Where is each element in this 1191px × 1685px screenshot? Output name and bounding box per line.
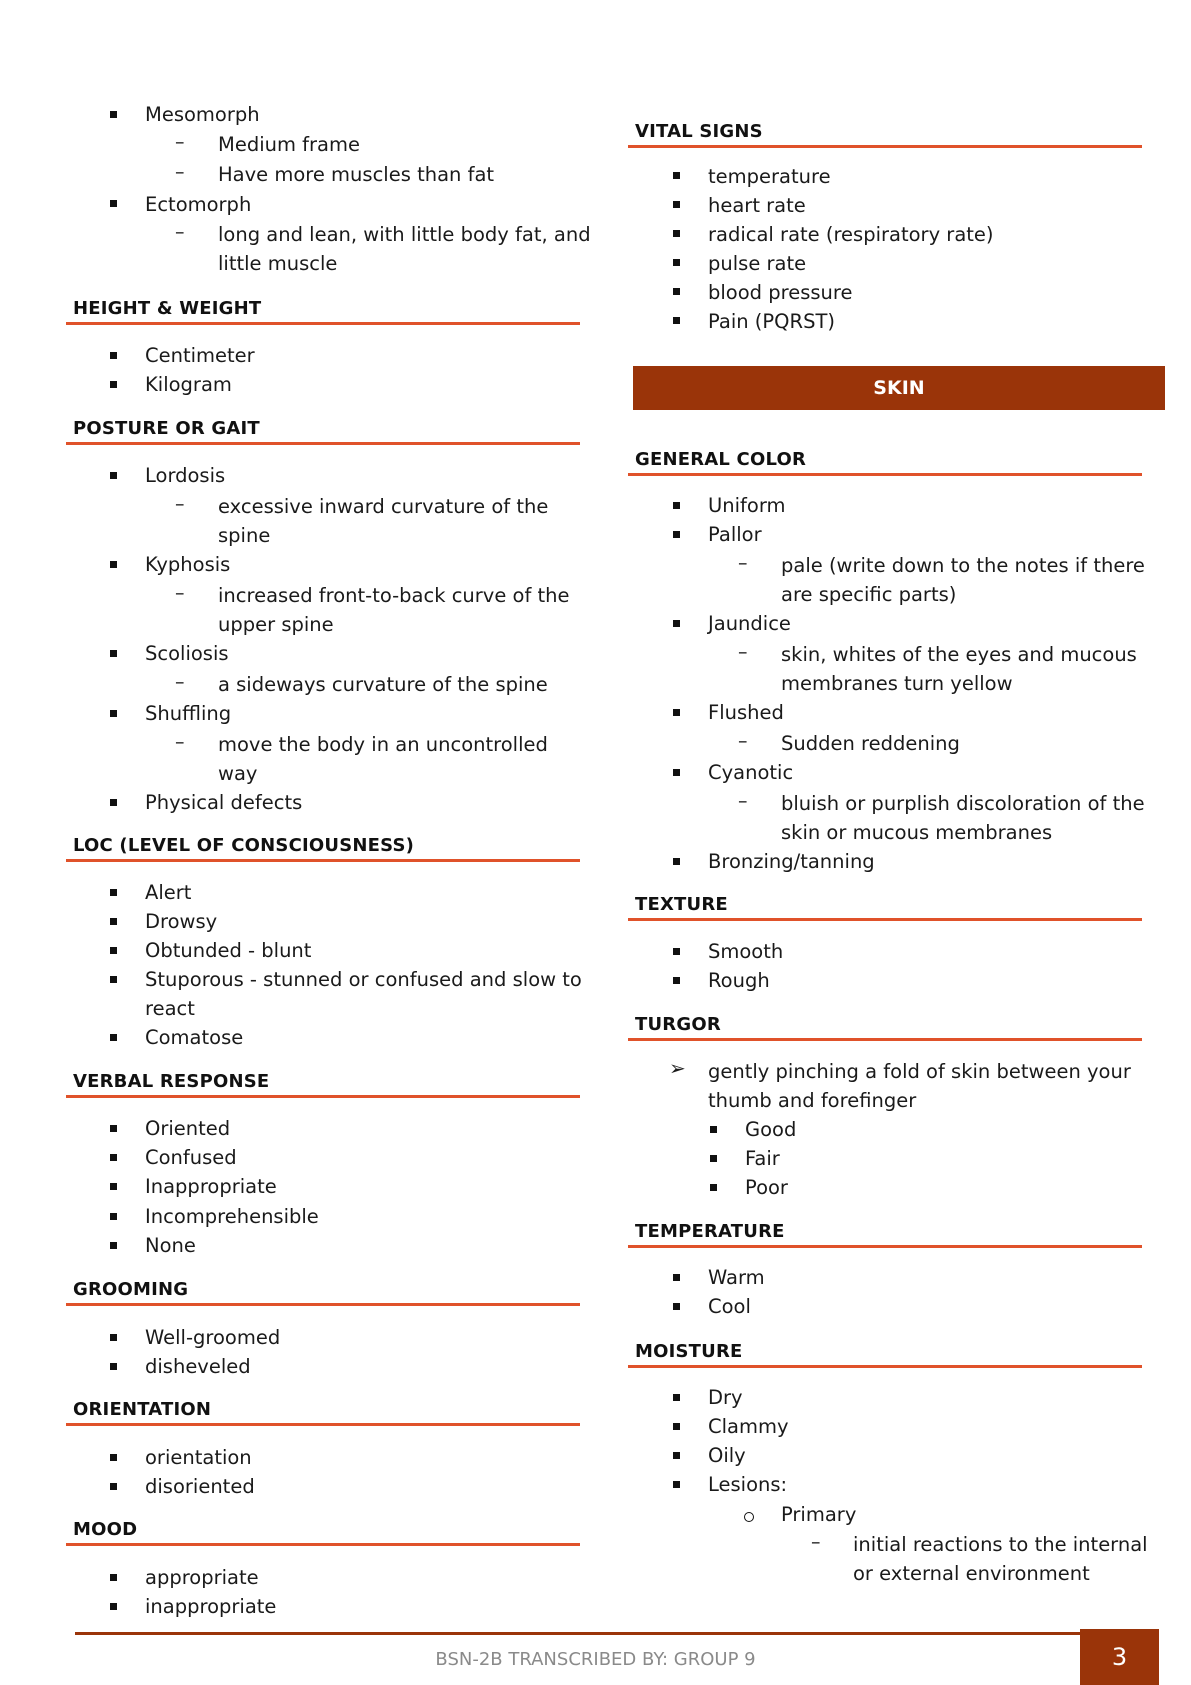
- dash-icon: –: [175, 493, 185, 515]
- list-item: Primary: [781, 1503, 857, 1526]
- list-item: spine: [218, 524, 271, 547]
- list-item: bluish or purplish discoloration of the: [781, 792, 1145, 815]
- list-item: Clammy: [708, 1415, 789, 1438]
- section-title: GROOMING: [73, 1279, 189, 1300]
- section-title: MOOD: [73, 1519, 138, 1540]
- list-item: gently pinching a fold of skin between your: [708, 1060, 1131, 1083]
- bullet-icon: [673, 201, 680, 208]
- dash-icon: –: [738, 641, 748, 663]
- bullet-icon: [110, 1242, 117, 1249]
- list-item: or external environment: [853, 1562, 1090, 1585]
- bullet-icon: [673, 769, 680, 776]
- section-title: TEMPERATURE: [635, 1221, 785, 1242]
- list-item: react: [145, 997, 195, 1020]
- bullet-icon: [110, 1603, 117, 1610]
- list-item: disheveled: [145, 1355, 251, 1378]
- dash-icon: –: [175, 131, 185, 153]
- section-title: GENERAL COLOR: [635, 449, 807, 470]
- bullet-icon: [673, 172, 680, 179]
- list-item: appropriate: [145, 1566, 259, 1589]
- dash-icon: –: [175, 731, 185, 753]
- bullet-icon: [110, 381, 117, 388]
- section-title: VERBAL RESPONSE: [73, 1071, 270, 1092]
- list-item: a sideways curvature of the spine: [218, 673, 548, 696]
- list-item: Oriented: [145, 1117, 231, 1140]
- bullet-icon: [673, 1481, 680, 1488]
- list-item: Shuffling: [145, 702, 232, 725]
- list-item: initial reactions to the internal: [853, 1533, 1148, 1556]
- list-item: Have more muscles than fat: [218, 163, 495, 186]
- list-item: Dry: [708, 1386, 743, 1409]
- bullet-icon: [673, 230, 680, 237]
- bullet-icon: [673, 317, 680, 324]
- list-item: Comatose: [145, 1026, 244, 1049]
- dash-icon: –: [175, 671, 185, 693]
- list-item: Jaundice: [708, 612, 791, 635]
- bullet-icon: [110, 1454, 117, 1461]
- list-item: Ectomorph: [145, 193, 252, 216]
- list-item: excessive inward curvature of the: [218, 495, 549, 518]
- dash-icon: –: [738, 790, 748, 812]
- dash-icon: –: [738, 552, 748, 574]
- list-item: Obtunded - blunt: [145, 939, 312, 962]
- list-item: Well-groomed: [145, 1326, 281, 1349]
- section-title: MOISTURE: [635, 1341, 743, 1362]
- list-item: Centimeter: [145, 344, 255, 367]
- section-title: TEXTURE: [635, 894, 728, 915]
- list-item: Oily: [708, 1444, 746, 1467]
- list-item: Poor: [745, 1176, 788, 1199]
- bullet-icon: [710, 1155, 717, 1162]
- bullet-icon: [110, 1363, 117, 1370]
- list-item: Lordosis: [145, 464, 226, 487]
- bullet-icon: [110, 799, 117, 806]
- section-rule: [628, 145, 1142, 148]
- circle-bullet-icon: [744, 1512, 754, 1522]
- bullet-icon: [110, 976, 117, 983]
- bullet-icon: [673, 858, 680, 865]
- dash-icon: –: [175, 161, 185, 183]
- section-rule: [66, 322, 580, 325]
- list-item: heart rate: [708, 194, 806, 217]
- list-item: Incomprehensible: [145, 1205, 319, 1228]
- section-rule: [66, 1423, 580, 1426]
- list-item: long and lean, with little body fat, and: [218, 223, 591, 246]
- list-item: Cyanotic: [708, 761, 794, 784]
- list-item: Drowsy: [145, 910, 218, 933]
- section-rule: [628, 1365, 1142, 1368]
- list-item: Lesions:: [708, 1473, 788, 1496]
- section-rule: [66, 859, 580, 862]
- list-item: None: [145, 1234, 196, 1257]
- section-rule: [628, 1245, 1142, 1248]
- bullet-icon: [710, 1126, 717, 1133]
- list-item: Bronzing/tanning: [708, 850, 875, 873]
- list-item: skin, whites of the eyes and mucous: [781, 643, 1137, 666]
- bullet-icon: [110, 1034, 117, 1041]
- list-item: pale (write down to the notes if there: [781, 554, 1145, 577]
- list-item: Kilogram: [145, 373, 232, 396]
- bullet-icon: [673, 620, 680, 627]
- bullet-icon: [673, 502, 680, 509]
- bullet-icon: [110, 650, 117, 657]
- list-item: Cool: [708, 1295, 751, 1318]
- footer-text: BSN-2B TRANSCRIBED BY: GROUP 9: [435, 1649, 756, 1670]
- bullet-icon: [673, 948, 680, 955]
- list-item: upper spine: [218, 613, 334, 636]
- list-item: skin or mucous membranes: [781, 821, 1053, 844]
- dash-icon: –: [175, 221, 185, 243]
- section-title: LOC (LEVEL OF CONSCIOUSNESS): [73, 835, 415, 856]
- list-item: Stuporous - stunned or confused and slow to: [145, 968, 582, 991]
- bullet-icon: [110, 472, 117, 479]
- list-item: little muscle: [218, 252, 338, 275]
- list-item: temperature: [708, 165, 831, 188]
- list-item: membranes turn yellow: [781, 672, 1013, 695]
- bullet-icon: [110, 1125, 117, 1132]
- bullet-icon: [673, 1303, 680, 1310]
- bullet-icon: [673, 1423, 680, 1430]
- bullet-icon: [673, 259, 680, 266]
- list-item: Physical defects: [145, 791, 303, 814]
- list-item: Kyphosis: [145, 553, 231, 576]
- bullet-icon: [673, 531, 680, 538]
- section-title: ORIENTATION: [73, 1399, 212, 1420]
- bullet-icon: [110, 200, 117, 207]
- bullet-icon: [673, 1452, 680, 1459]
- page-number: 3: [1080, 1629, 1159, 1685]
- list-item: Inappropriate: [145, 1175, 277, 1198]
- list-item: pulse rate: [708, 252, 807, 275]
- section-rule: [628, 1038, 1142, 1041]
- bullet-icon: [110, 111, 117, 118]
- list-item: Smooth: [708, 940, 784, 963]
- list-item: are specific parts): [781, 583, 957, 606]
- list-item: Flushed: [708, 701, 784, 724]
- bullet-icon: [110, 710, 117, 717]
- list-item: inappropriate: [145, 1595, 277, 1618]
- bullet-icon: [673, 709, 680, 716]
- list-item: disoriented: [145, 1475, 255, 1498]
- list-item: Mesomorph: [145, 103, 260, 126]
- list-item: Alert: [145, 881, 192, 904]
- list-item: orientation: [145, 1446, 252, 1469]
- list-item: blood pressure: [708, 281, 853, 304]
- bullet-icon: [673, 977, 680, 984]
- section-rule: [66, 442, 580, 445]
- section-rule: [628, 918, 1142, 921]
- list-item: Medium frame: [218, 133, 360, 156]
- list-item: Uniform: [708, 494, 786, 517]
- dash-icon: –: [738, 730, 748, 752]
- bullet-icon: [673, 288, 680, 295]
- section-title: VITAL SIGNS: [635, 121, 763, 142]
- section-rule: [66, 1095, 580, 1098]
- list-item: radical rate (respiratory rate): [708, 223, 994, 246]
- bullet-icon: [110, 352, 117, 359]
- section-title: HEIGHT & WEIGHT: [73, 298, 262, 319]
- dash-icon: –: [175, 582, 185, 604]
- list-item: Scoliosis: [145, 642, 229, 665]
- section-title: POSTURE OR GAIT: [73, 418, 260, 439]
- list-item: Pallor: [708, 523, 762, 546]
- list-item: Sudden reddening: [781, 732, 960, 755]
- list-item: Fair: [745, 1147, 780, 1170]
- bullet-icon: [110, 1334, 117, 1341]
- list-item: way: [218, 762, 258, 785]
- bullet-icon: [110, 918, 117, 925]
- bullet-icon: [110, 1154, 117, 1161]
- list-item: thumb and forefinger: [708, 1089, 917, 1112]
- bullet-icon: [110, 947, 117, 954]
- section-title: TURGOR: [635, 1014, 721, 1035]
- arrow-bullet-icon: ➢: [669, 1056, 686, 1080]
- bullet-icon: [673, 1394, 680, 1401]
- skin-banner: SKIN: [633, 366, 1165, 410]
- list-item: increased front-to-back curve of the: [218, 584, 570, 607]
- bullet-icon: [110, 561, 117, 568]
- list-item: Good: [745, 1118, 797, 1141]
- bullet-icon: [673, 1274, 680, 1281]
- section-rule: [66, 1303, 580, 1306]
- section-rule: [66, 1543, 580, 1546]
- footer-rule: [75, 1632, 1087, 1635]
- section-rule: [628, 473, 1142, 476]
- list-item: Warm: [708, 1266, 765, 1289]
- list-item: Confused: [145, 1146, 237, 1169]
- bullet-icon: [110, 889, 117, 896]
- bullet-icon: [110, 1213, 117, 1220]
- dash-icon: –: [811, 1531, 821, 1553]
- bullet-icon: [710, 1184, 717, 1191]
- list-item: move the body in an uncontrolled: [218, 733, 548, 756]
- bullet-icon: [110, 1483, 117, 1490]
- list-item: Rough: [708, 969, 770, 992]
- bullet-icon: [110, 1574, 117, 1581]
- list-item: Pain (PQRST): [708, 310, 835, 333]
- bullet-icon: [110, 1183, 117, 1190]
